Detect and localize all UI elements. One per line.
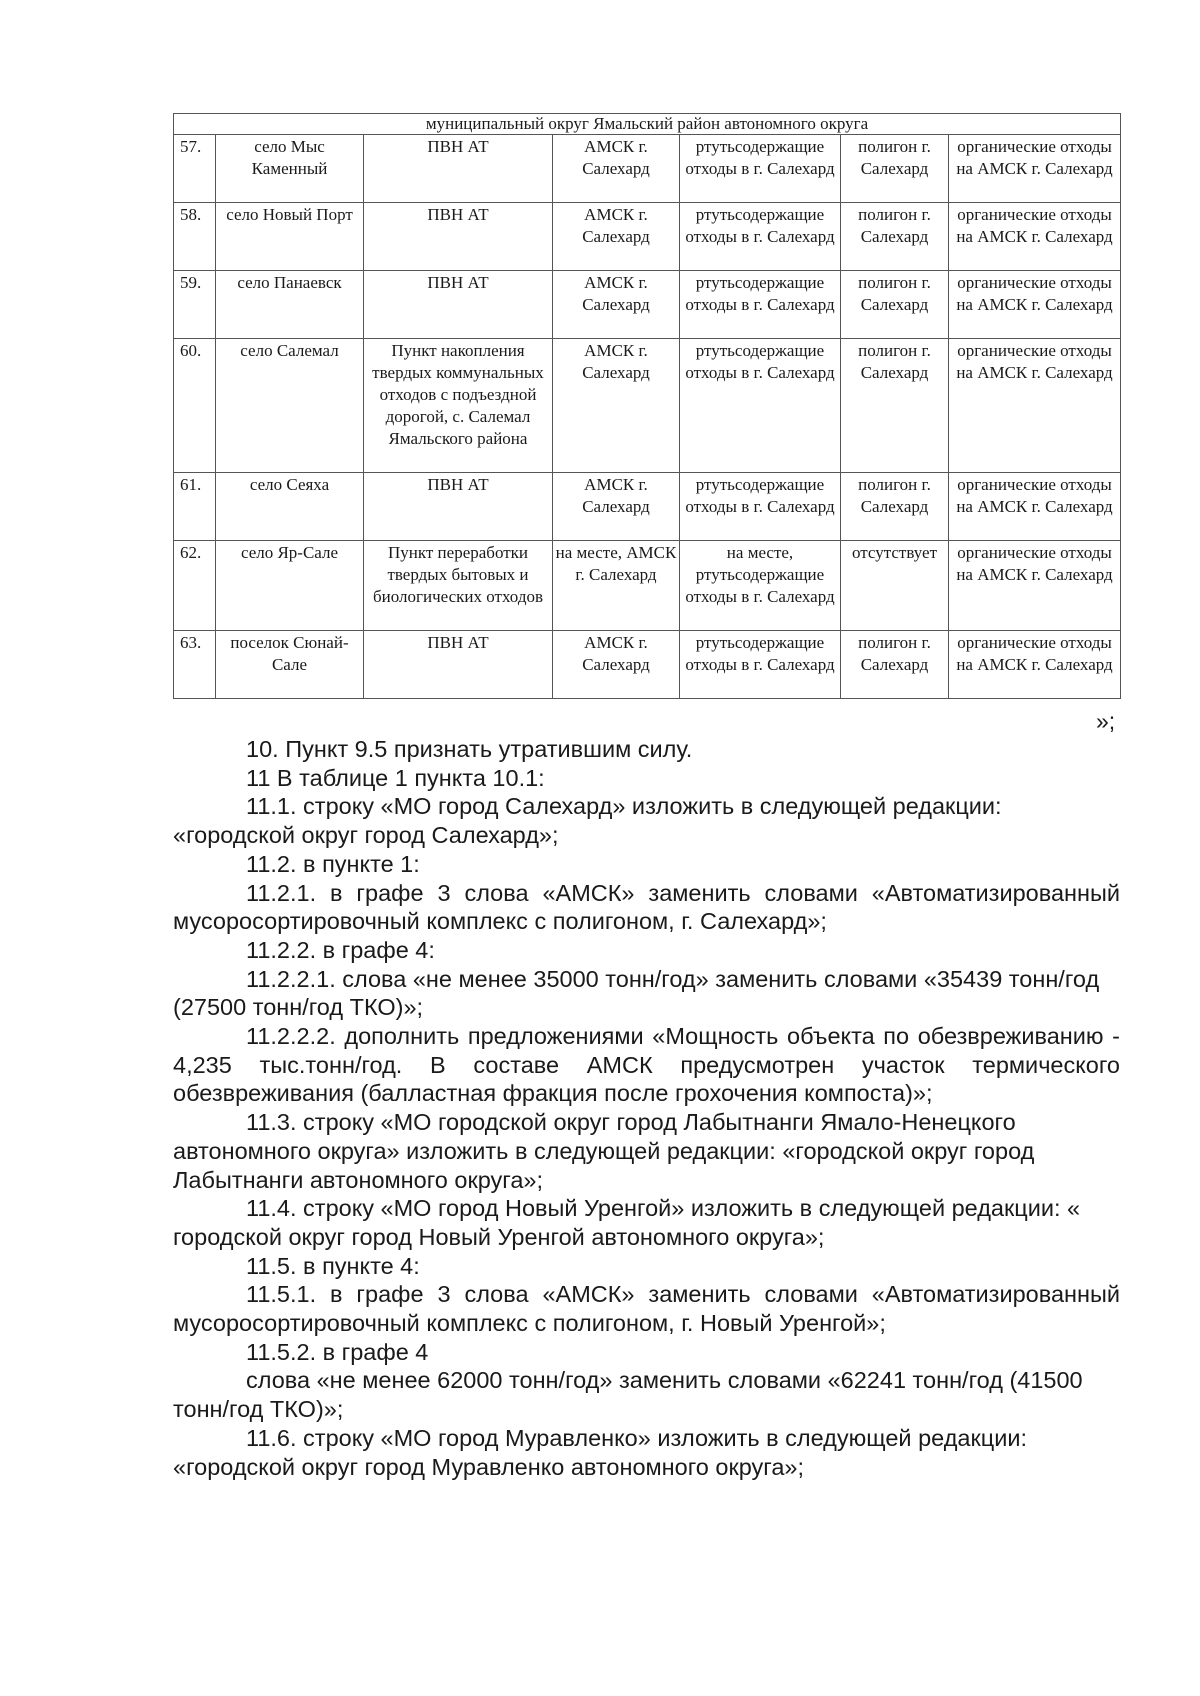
organic-cell: органические отходы на АМСК г. Салехард (949, 271, 1121, 339)
mercury-cell: ртутьсодержащие отходы в г. Салехард (680, 203, 841, 271)
amendment-text (173, 735, 1120, 1481)
organic-cell: органические отходы на АМСК г. Салехард (949, 473, 1121, 541)
paragraph: 10. Пункт 9.5 признать утратившим силу. (246, 736, 693, 762)
settlement-cell: село Новый Порт (216, 203, 364, 271)
settlement-cell: село Мыс Каменный (216, 135, 364, 203)
paragraph: 11.5.2. в графе 4 (246, 1338, 429, 1365)
mercury-cell: на месте, ртутьсодержащие отходы в г. Салехард (680, 541, 841, 631)
settlement-cell: село Яр-Сале (216, 541, 364, 631)
landfill-cell: отсутствует (841, 541, 949, 631)
region-header-row (174, 114, 1121, 135)
paragraph: 11 В таблице 1 пункта 10.1: (246, 764, 545, 791)
paragraph: 11.5.1. в графе 3 слова «АМСК» заменить словами «Автоматизированный мусоросортировочный комплекс с полигоном, г. Новый Уренгой»; (173, 1281, 1120, 1337)
paragraph: 11.6. строку «МО город Муравленко» изложить в следующей редакции: «городской округ город Муравленко автономного округа»; (173, 1424, 1027, 1480)
settlement-cell: село Панаевск (216, 271, 364, 339)
paragraph: 11.2.2.1. слова «не менее 35000 тонн/год» заменить словами «35439 тонн/год (27500 тонн/год ТКО)»; (173, 965, 1100, 1021)
organic-cell: органические отходы на АМСК г. Салехард (949, 541, 1121, 631)
row-number: 62. (174, 541, 216, 631)
sorting-cell: АМСК г. Салехард (553, 135, 680, 203)
mercury-cell: ртутьсодержащие отходы в г. Салехард (680, 339, 841, 473)
facility-cell: ПВН АТ (364, 203, 553, 271)
table-row (174, 135, 1121, 203)
organic-cell: органические отходы на АМСК г. Салехард (949, 631, 1121, 699)
quote-close: »; (1096, 708, 1116, 734)
settlement-cell: село Сеяха (216, 473, 364, 541)
mercury-cell: ртутьсодержащие отходы в г. Салехард (680, 135, 841, 203)
row-number: 63. (174, 631, 216, 699)
facility-cell: Пункт накопления твердых коммунальных отходов с подъездной дорогой, с. Салемал Ямальского района (364, 339, 553, 473)
row-number: 60. (174, 339, 216, 473)
paragraph: 11.2.2. в графе 4: (246, 936, 435, 963)
table-row (174, 339, 1121, 473)
sorting-cell: АМСК г. Салехард (553, 271, 680, 339)
paragraph: 11.4. строку «МО город Новый Уренгой» изложить в следующей редакции: « городской округ город Новый Уренгой автономного округа»; (173, 1195, 1081, 1250)
paragraph: 11.2.2.2. дополнить предложениями «Мощность объекта по обезвреживанию - 4,235 тыс.тонн/год. В составе АМСК предусмотрен участок термического обезвреживания (балластная фракция после грохочения компоста)»; (173, 1023, 1120, 1107)
paragraph: слова «не менее 62000 тонн/год» заменить словами «62241 тонн/год (41500 тонн/год ТКО)»; (173, 1367, 1083, 1423)
paragraph: 11.1. строку «МО город Салехард» изложить в следующей редакции: «городской округ город Салехард»; (173, 793, 1002, 849)
sorting-cell: АМСК г. Салехард (553, 631, 680, 699)
table-row (174, 541, 1121, 631)
mercury-cell: ртутьсодержащие отходы в г. Салехард (680, 271, 841, 339)
table-row (174, 631, 1121, 699)
waste-facilities-table (173, 113, 1121, 699)
landfill-cell: полигон г. Салехард (841, 631, 949, 699)
settlement-cell: село Салемал (216, 339, 364, 473)
mercury-cell: ртутьсодержащие отходы в г. Салехард (680, 631, 841, 699)
landfill-cell: полигон г. Салехард (841, 339, 949, 473)
organic-cell: органические отходы на АМСК г. Салехард (949, 135, 1121, 203)
facility-cell: ПВН АТ (364, 631, 553, 699)
sorting-cell: АМСК г. Салехард (553, 339, 680, 473)
sorting-cell: АМСК г. Салехард (553, 203, 680, 271)
paragraph: 11.5. в пункте 4: (246, 1252, 420, 1279)
row-number: 57. (174, 135, 216, 203)
table-row (174, 203, 1121, 271)
sorting-cell: на месте, АМСК г. Салехард (553, 541, 680, 631)
facility-cell: Пункт переработки твердых бытовых и биологических отходов (364, 541, 553, 631)
settlement-cell: поселок Сюнай-Сале (216, 631, 364, 699)
row-number: 61. (174, 473, 216, 541)
landfill-cell: полигон г. Салехард (841, 271, 949, 339)
row-number: 58. (174, 203, 216, 271)
facility-cell: ПВН АТ (364, 135, 553, 203)
landfill-cell: полигон г. Салехард (841, 473, 949, 541)
mercury-cell: ртутьсодержащие отходы в г. Салехард (680, 473, 841, 541)
sorting-cell: АМСК г. Салехард (553, 473, 680, 541)
table-row (174, 271, 1121, 339)
organic-cell: органические отходы на АМСК г. Салехард (949, 203, 1121, 271)
table-row (174, 473, 1121, 541)
paragraph: 11.2. в пункте 1: (246, 850, 420, 877)
facility-cell: ПВН АТ (364, 473, 553, 541)
paragraph: 11.3. строку «МО городской округ город Лабытнанги Ямало-Ненецкого автономного округа» изложить в следующей редакции: «городской округ город Лабытнанги автономного округа»; (173, 1109, 1035, 1193)
region-header: муниципальный округ Ямальский район автономного округа (174, 114, 1121, 135)
facility-cell: ПВН АТ (364, 271, 553, 339)
landfill-cell: полигон г. Салехард (841, 203, 949, 271)
row-number: 59. (174, 271, 216, 339)
organic-cell: органические отходы на АМСК г. Салехард (949, 339, 1121, 473)
paragraph: 11.2.1. в графе 3 слова «АМСК» заменить словами «Автоматизированный мусоросортировочный комплекс с полигоном, г. Салехард»; (173, 879, 1120, 935)
landfill-cell: полигон г. Салехард (841, 135, 949, 203)
